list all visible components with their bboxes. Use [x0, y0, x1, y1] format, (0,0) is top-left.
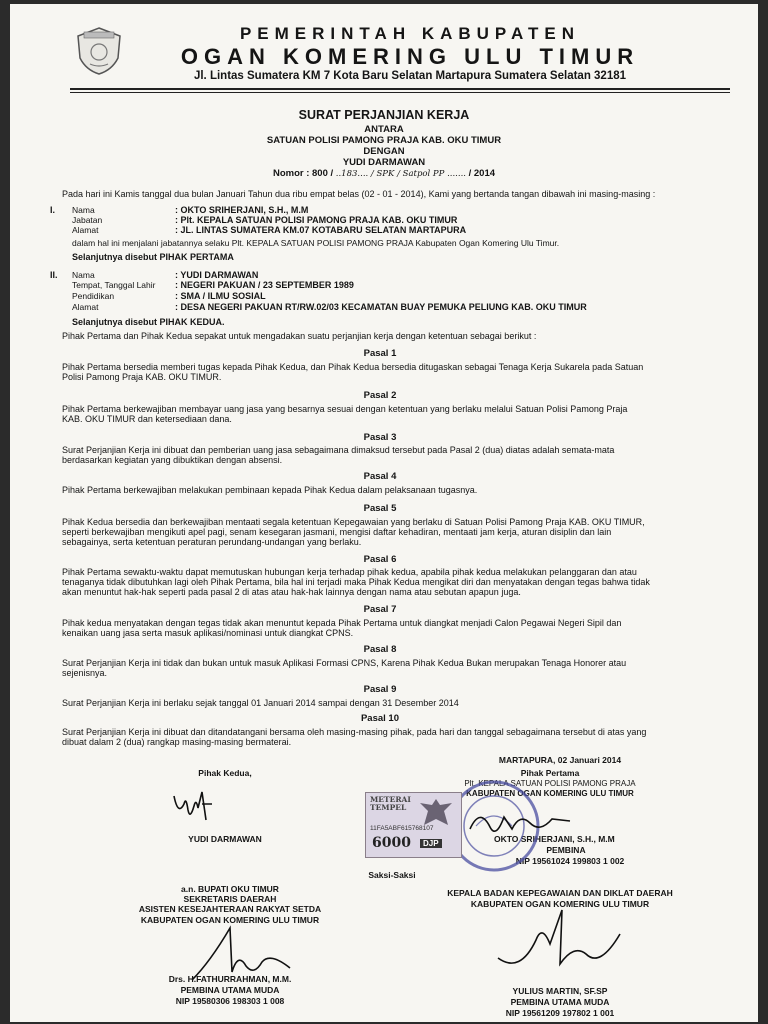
party-two-value: : NEGERI PAKUAN / 23 SEPTEMBER 1989: [175, 280, 354, 290]
pasal-line: sebagainya, serta ketentuan peraturan perundang-undangan yang berlaku.: [62, 537, 362, 547]
pasal-line: Pihak Pertama bersedia memberi tugas kepada Pihak Kedua, dan Pihak Kedua bersedia ditugaskan sebagai Tenaga Kerja Sukarela pada Satuan: [62, 362, 644, 372]
pasal-line: sejenisnya.: [62, 668, 108, 678]
document-number: [10, 168, 758, 179]
pasal-line: kenaikan uang jasa serta masuk aplikasi/nominasi untuk diangkat CPNS.: [62, 628, 354, 638]
witness-right-line2: KABUPATEN OGAN KOMERING ULU TIMUR: [470, 899, 650, 909]
pasal-title: Pasal 4: [363, 471, 397, 482]
party-one-value: : OKTO SRIHERJANI, S.H., M.M: [175, 205, 309, 215]
place-date: MARTAPURA, 02 Januari 2014: [498, 755, 622, 765]
title-dengan: DENGAN: [363, 146, 405, 157]
second-party-name: YUDI DARMAWAN: [188, 834, 262, 844]
pasal-title: Pasal 1: [363, 348, 397, 359]
regency-crest-icon: [72, 24, 126, 78]
party-one-number: I.: [50, 205, 56, 215]
stamp-serial: 11FA5ABF615768107: [370, 825, 434, 832]
witness-right-rank: PEMBINA UTAMA MUDA: [510, 997, 610, 1007]
header-line1: PEMERINTAH KABUPATEN: [239, 24, 581, 43]
pasal-title: Pasal 2: [363, 390, 397, 401]
title-antara: ANTARA: [364, 124, 404, 135]
witness-right-line1: KEPALA BADAN KEPEGAWAIAN DAN DIKLAT DAERAH: [447, 888, 673, 898]
party-one-label: Alamat: [72, 225, 99, 235]
pasal-line: Pihak kedua menyatakan dengan tegas tidak akan menuntut kepada Pihak Pertama untuk diangkat menjadi Calon Pegawai Negeri Sipil dan: [62, 618, 622, 628]
witness-left-line3: ASISTEN KESEJAHTERAAN RAKYAT SETDA: [138, 904, 322, 914]
pasal-line: seperti berkewajiban mengikuti apel pagi, senam kesegaran jasmani, mengisi daftar kehadiran, mentaati jam kerja, aturan disiplin dan lain: [62, 527, 612, 537]
stamp-tag: DJP: [420, 839, 442, 848]
party-one-label: Nama: [72, 205, 95, 215]
witness-left-nip: NIP 19580306 198303 1 008: [175, 996, 285, 1006]
pasal-line: Pihak Pertama berkewajiban melakukan pembinaan kepada Pihak Kedua dalam pelaksanaan tugasnya.: [62, 485, 478, 495]
first-party-title1: Plt. KEPALA SATUAN POLISI PAMONG PRAJA: [464, 779, 636, 788]
pasal-title: Pasal 3: [363, 432, 397, 443]
first-party-signature-icon: [460, 799, 580, 847]
pasal-line: Surat Perjanjian Kerja ini berlaku sejak tanggal 01 Januari 2014 sampai dengan 31 Desember 2014: [62, 698, 459, 708]
pasal-line: Polisi Pamong Praja KAB. OKU TIMUR.: [62, 372, 222, 382]
pasal-line: Surat Perjanjian Kerja ini dibuat dan pemberian uang jasa sebagaimana dimaksud tersebut pada Pasal 2 (dua) diatas adalah semata-mata: [62, 445, 615, 455]
party-two-label: Alamat: [72, 302, 99, 312]
contract-document: [10, 4, 758, 1022]
pasal-line: berdasarkan kegiatan yang dibuktikan dengan absensi.: [62, 455, 283, 465]
first-party-role: Pihak Pertama: [520, 768, 580, 778]
nomor-prefix: Nomor : 800 /: [272, 168, 336, 179]
agreement-text: Pihak Pertama dan Pihak Kedua sepakat untuk mengadakan suatu perjanjian kerja dengan ketentuan sebagai berikut :: [62, 331, 537, 341]
pasal-title: Pasal 6: [363, 554, 397, 565]
revenue-stamp: [365, 792, 462, 858]
witness-left-rank: PEMBINA UTAMA MUDA: [180, 985, 280, 995]
pasal-line: KAB. OKU TIMUR dan ketersediaan dana.: [62, 414, 232, 424]
second-party-signature-icon: [170, 786, 226, 826]
pasal-line: akan menuntut hak-hak seperti pada pasal 2 di atas atau hak-hak lainnya dengan nama atau sebutan apapun juga.: [62, 587, 521, 597]
pasal-line: Surat Perjanjian Kerja ini tidak dan bukan untuk masuk Aplikasi Formasi CPNS, Karena Pihak Kedua Bukan merupakan Tenaga Honorer atau: [62, 658, 627, 668]
party-two-number: II.: [50, 270, 58, 280]
document-title: SURAT PERJANJIAN KERJA: [298, 108, 470, 122]
party-two-value: : SMA / ILMU SOSIAL: [175, 291, 266, 301]
pasal-line: Pihak Kedua bersedia dan berkewajiban mentaati segala ketentuan Kepegawaian yang berlaku di Satuan Polisi Pamong Praja KAB. OKU TIMUR,: [62, 517, 645, 527]
party-two-value: : YUDI DARMAWAN: [175, 270, 259, 280]
header-address: Jl. Lintas Sumatera KM 7 Kota Baru Selatan Martapura Sumatera Selatan 32181: [193, 70, 627, 82]
pasal-line: Pihak Pertama sewaktu-waktu dapat memutuskan hubungan kerja terhadap pihak kedua, apabila pihak kedua melakukan pelanggaran dan atau: [62, 567, 637, 577]
pasal-line: tenaganya tidak dibutuhkan lagi oleh Pihak Pertama, bila hal ini terjadi maka Pihak Kedua mengikat diri dan menyatakan dengan tegas bahwa tidak: [62, 577, 650, 587]
pasal-title: Pasal 10: [360, 713, 400, 724]
party-one-value: : Plt. KEPALA SATUAN POLISI PAMONG PRAJA KAB. OKU TIMUR: [175, 215, 458, 225]
intro-text: Pada hari ini Kamis tanggal dua bulan Januari Tahun dua ribu empat belas (02 - 01 - 2014), Kami yang bertanda tangan dibawah ini masing-masing :: [62, 189, 656, 199]
witness-left-name: Drs. H.FATHURRAHMAN, M.M.: [168, 974, 292, 984]
witness-left-line1: a.n. BUPATI OKU TIMUR: [181, 884, 279, 894]
party-two-designation: Selanjutnya disebut PIHAK KEDUA.: [72, 317, 225, 327]
party-two-value: : DESA NEGERI PAKUAN RT/RW.02/03 KECAMATAN BUAY PEMUKA PELIUNG KAB. OKU TIMUR: [175, 302, 587, 312]
title-party1: SATUAN POLISI PAMONG PRAJA KAB. OKU TIMUR: [266, 135, 502, 146]
first-party-name: OKTO SRIHERJANI, S.H., M.M: [494, 834, 615, 844]
header-rule: [70, 88, 730, 90]
party-two-label: Tempat, Tanggal Lahir: [72, 280, 156, 290]
pasal-line: Surat Perjanjian Kerja ini dibuat dan ditandatangani bersama oleh masing-masing pihak, pada hari dan tanggal sebagaimana tersebut di atas yang: [62, 727, 647, 737]
pasal-line: Pihak Pertama berkewajiban membayar uang jasa yang besarnya sesuai dengan ketentuan yang berlaku melalui Satuan Polisi Pamong Praja: [62, 404, 628, 414]
pasal-title: Pasal 8: [363, 644, 397, 655]
witness-right-nip: NIP 19561209 197802 1 001: [505, 1008, 615, 1018]
witness-right-signature-icon: [490, 904, 630, 980]
nomor-handwritten: ..183.... / SPK / Satpol PP .......: [335, 169, 466, 179]
first-party-title2: KABUPATEN OGAN KOMERING ULU TIMUR: [466, 789, 634, 798]
party-one-note: dalam hal ini menjalani jabatannya selaku Plt. KEPALA SATUAN POLISI PAMONG PRAJA Kabupaten Ogan Komering Ulu Timur.: [72, 238, 560, 248]
party-one-designation: Selanjutnya disebut PIHAK PERTAMA: [72, 252, 234, 262]
pasal-title: Pasal 5: [363, 503, 397, 514]
party-one-label: Jabatan: [72, 215, 103, 225]
party-two-label: Nama: [72, 270, 95, 280]
witness-right-name: YULIUS MARTIN, SF.SP: [512, 986, 608, 996]
title-party2: YUDI DARMAWAN: [342, 157, 426, 168]
party-two-label: Pendidikan: [72, 291, 115, 301]
pasal-line: dibuat dalam 2 (dua) rangkap masing-masing bermaterai.: [62, 737, 292, 747]
first-party-nip: NIP 19561024 199803 1 002: [515, 856, 625, 866]
party-one-value: : JL. LINTAS SUMATERA KM.07 KOTABARU SELATAN MARTAPURA: [175, 225, 467, 235]
second-party-role: Pihak Kedua,: [198, 768, 252, 778]
witnesses-heading: Saksi-Saksi: [368, 870, 416, 880]
pasal-title: Pasal 9: [363, 684, 397, 695]
nomor-suffix: / 2014: [465, 168, 496, 179]
garuda-emblem-icon: [418, 797, 454, 829]
header-line2: OGAN KOMERING ULU TIMUR: [180, 44, 640, 69]
pasal-title: Pasal 7: [363, 604, 397, 615]
stamp-value: 6000: [372, 835, 411, 851]
witness-left-line4: KABUPATEN OGAN KOMERING ULU TIMUR: [140, 915, 320, 925]
stamp-label: METERAI TEMPEL: [370, 795, 411, 812]
first-party-rank: PEMBINA: [546, 845, 586, 855]
witness-left-line2: SEKRETARIS DAERAH: [183, 894, 277, 904]
header-rule-thin: [70, 92, 730, 93]
